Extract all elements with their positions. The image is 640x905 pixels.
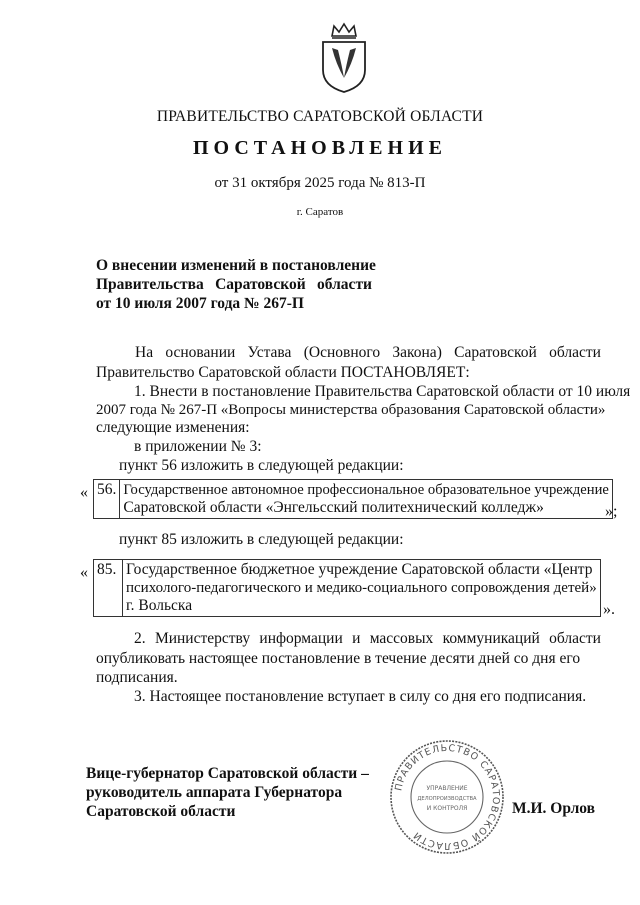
p85-intro: пункт 85 изложить в следующей редакции:: [119, 531, 404, 548]
table-text-line: г. Вольска: [126, 597, 193, 614]
intro-word: На: [135, 344, 154, 361]
item2-line-1: [134, 630, 601, 648]
document-city: г. Саратов: [296, 206, 344, 218]
item2-word: информации: [259, 630, 343, 647]
intro-word: Саратовской: [454, 344, 537, 361]
appendix-line: в приложении № 3:: [134, 438, 262, 455]
item1-line-2: 2007 года № 267-П «Вопросы министерства образования Саратовской области»: [96, 402, 606, 418]
table-cell-number: 85.: [94, 560, 123, 617]
subject-word: Саратовской: [215, 276, 306, 293]
table-item-56: [93, 479, 613, 519]
table-cell-text: [123, 560, 601, 617]
item3-line: 3. Настоящее постановление вступает в силу со дня его подписания.: [134, 688, 587, 705]
signatory-position: [86, 764, 369, 821]
svg-text:ДЕЛОПРОИЗВОДСТВА: ДЕЛОПРОИЗВОДСТВА: [417, 796, 477, 802]
signatory-name: М.И. Орлов: [512, 800, 596, 817]
intro-word: Устава: [247, 344, 292, 361]
table-item-85: [93, 559, 601, 617]
document-type: ПОСТАНОВЛЕНИЕ: [193, 137, 447, 159]
item2-word: 2.: [134, 630, 146, 647]
intro-word: (Основного: [303, 344, 381, 361]
item2-line-2: опубликовать настоящее постановление в течение десяти дней со дня его: [96, 650, 581, 667]
close-quote: »;: [605, 503, 618, 520]
table-cell-number: 56.: [94, 480, 120, 519]
table-row: [94, 560, 601, 617]
table-text-line: Государственное бюджетное учреждение Саратовской области «Центр: [126, 561, 593, 578]
subject-word: Правительства: [96, 276, 204, 293]
intro-line-2: Правительство Саратовской области ПОСТАНОВЛЯЕТ:: [96, 364, 470, 381]
intro-word: основании: [165, 344, 236, 361]
open-quote: «: [80, 564, 88, 581]
svg-text:И КОНТРОЛЯ: И КОНТРОЛЯ: [426, 805, 468, 812]
document-subject: [96, 256, 396, 313]
item2-word: и: [352, 630, 361, 647]
subject-line-1: О внесении изменений в постановление: [96, 257, 376, 274]
subject-line-3: от 10 июля 2007 года № 267-П: [96, 295, 304, 312]
official-round-stamp-icon: [388, 738, 506, 856]
subject-word: области: [317, 276, 372, 293]
open-quote: «: [80, 484, 88, 501]
svg-text:УПРАВЛЕНИЕ: УПРАВЛЕНИЕ: [426, 785, 468, 792]
table-text-line: Саратовской области «Энгельсский политехнический колледж»: [123, 499, 544, 516]
government-name: ПРАВИТЕЛЬСТВО САРАТОВСКОЙ ОБЛАСТИ: [156, 108, 484, 125]
item2-word: области: [549, 630, 601, 647]
signatory-position-line: Вице-губернатор Саратовской области –: [86, 765, 369, 782]
saratov-coat-of-arms-icon: [318, 22, 370, 94]
table-row: [94, 480, 613, 519]
table-cell-text: [120, 480, 613, 519]
close-quote: ».: [603, 601, 615, 618]
table-text-line: психолого-педагогического и медико-социального сопровождения детей»: [126, 580, 597, 596]
item1-line-1: 1. Внести в постановление Правительства Саратовской области от 10 июля: [134, 383, 631, 400]
subject-line-2: [96, 275, 372, 294]
item2-word: массовых: [369, 630, 434, 647]
intro-word: Закона): [392, 344, 442, 361]
item2-line-3: подписания.: [96, 669, 178, 686]
p56-intro: пункт 56 изложить в следующей редакции:: [119, 457, 404, 474]
intro-word: области: [549, 344, 601, 361]
table-text-line: Государственное автономное профессиональное образовательное учреждение: [123, 482, 609, 498]
item2-word: Министерству: [154, 630, 251, 647]
signatory-position-line: руководитель аппарата Губернатора: [86, 784, 343, 801]
svg-text:ПРАВИТЕЛЬСТВО САРАТОВСКОЙ ОБЛА: ПРАВИТЕЛЬСТВО САРАТОВСКОЙ ОБЛАСТИ: [393, 742, 502, 852]
item1-line-3: следующие изменения:: [96, 419, 250, 436]
document-date-number: от 31 октября 2025 года № 813-П: [214, 175, 426, 191]
intro-line-1: [135, 344, 601, 362]
item2-word: коммуникаций: [442, 630, 540, 647]
signatory-position-line: Саратовской области: [86, 803, 236, 820]
